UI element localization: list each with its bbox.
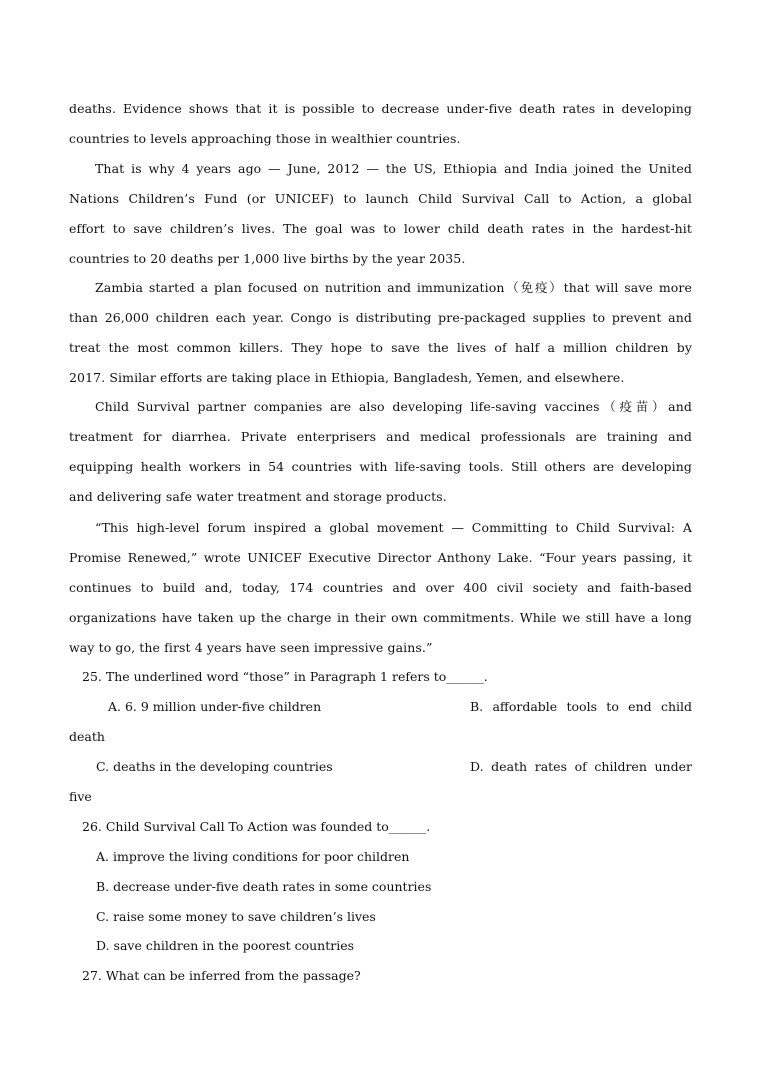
paragraph-line: continues to build and, today, 174 countries and over 400 civil society and faith-based — [69, 580, 692, 595]
paragraph-line: countries to 20 deaths per 1,000 live births by the year 2035. — [69, 251, 466, 266]
option-a: A. 6. 9 million under-five children — [108, 699, 322, 714]
paragraph-2 — [69, 158, 692, 278]
option-b-continued: death — [69, 729, 105, 744]
paragraph-line: way to go, the first 4 years have seen impressive gains.” — [69, 640, 433, 655]
paragraph-line: Zambia started a plan focused on nutrition and immunization（免疫）that will save more — [95, 280, 692, 295]
paragraph-line: and delivering safe water treatment and storage products. — [69, 489, 447, 504]
option-d: D. death rates of children under — [470, 759, 692, 774]
paragraph-line: That is why 4 years ago — June, 2012 — the US, Ethiopia and India joined the United — [95, 161, 692, 176]
question-stem: 26. Child Survival Call To Action was founded to______. — [82, 819, 431, 834]
paragraph-line: “This high-level forum inspired a global movement — Committing to Child Survival: A — [95, 520, 692, 535]
paragraph-line: deaths. Evidence shows that it is possible to decrease under-five death rates in developing — [69, 101, 692, 116]
paragraph-5 — [69, 517, 692, 667]
option-d-continued: five — [69, 789, 92, 804]
option-d: D. save children in the poorest countries — [96, 938, 355, 953]
paragraph-line: countries to levels approaching those in wealthier countries. — [69, 131, 461, 146]
paragraph-line: Promise Renewed,” wrote UNICEF Executive Director Anthony Lake. “Four years passing, it — [69, 550, 692, 565]
paragraph-4 — [69, 396, 692, 516]
option-c: C. raise some money to save children’s lives — [96, 909, 376, 924]
paragraph-line: treat the most common killers. They hope to save the lives of half a million children by — [69, 340, 692, 355]
paragraph-line: Nations Children’s Fund (or UNICEF) to launch Child Survival Call to Action, a global — [69, 191, 692, 206]
paragraph-line: 2017. Similar efforts are taking place in Ethiopia, Bangladesh, Yemen, and elsewhere. — [69, 370, 625, 385]
paragraph-line: effort to save children’s lives. The goal was to lower child death rates in the hardest-hit — [69, 221, 692, 236]
question-stem: 27. What can be inferred from the passage? — [82, 968, 361, 983]
option-a: A. improve the living conditions for poor children — [96, 849, 410, 864]
paragraph-line: treatment for diarrhea. Private enterprisers and medical professionals are training and — [69, 429, 692, 444]
paragraph-line: than 26,000 children each year. Congo is distributing pre-packaged supplies to prevent and — [69, 310, 692, 325]
option-c: C. deaths in the developing countries — [96, 759, 333, 774]
option-b: B. decrease under-five death rates in some countries — [96, 879, 432, 894]
paragraph-line: equipping health workers in 54 countries with life-saving tools. Still others are developing — [69, 459, 692, 474]
option-b: B. affordable tools to end child — [470, 699, 692, 714]
paragraph-1 — [69, 98, 692, 158]
question-stem: 25. The underlined word “those” in Paragraph 1 refers to______. — [82, 669, 488, 684]
paragraph-3 — [69, 277, 692, 397]
paragraph-line: organizations have taken up the charge in their own commitments. While we still have a long — [69, 610, 692, 625]
paragraph-line: Child Survival partner companies are also developing life-saving vaccines（疫苗）and — [95, 399, 692, 414]
